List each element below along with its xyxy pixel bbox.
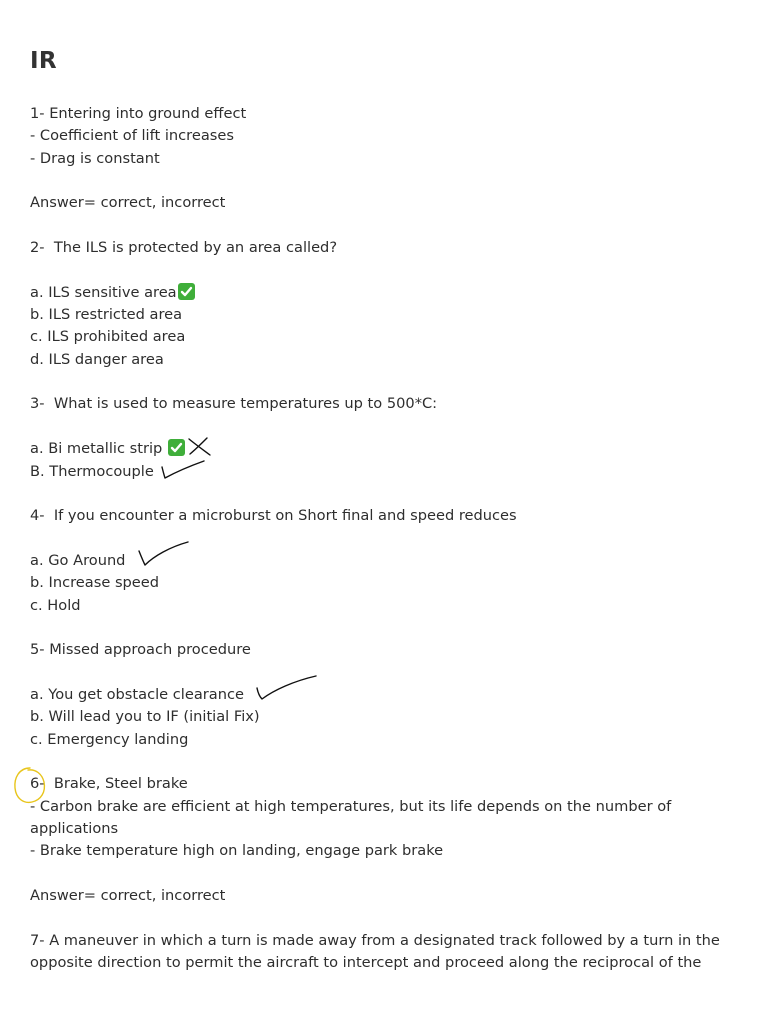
answer-6: Answer= correct, incorrect — [30, 887, 226, 905]
option-2a-text: a. ILS sensitive area — [30, 283, 177, 301]
blank-line — [30, 259, 730, 281]
handwritten-check-icon — [136, 538, 192, 570]
blank-line — [30, 170, 730, 192]
highlight-circle-icon — [10, 764, 50, 808]
option-5a: a. You get obstacle clearance — [30, 685, 244, 703]
statement-1-2: - Drag is constant — [30, 149, 160, 167]
white-heavy-check-mark-icon — [178, 283, 195, 300]
option-2b: b. ILS restricted area — [30, 306, 183, 324]
question-4: 4- If you encounter a microburst on Short final and speed reduces — [30, 507, 517, 525]
blank-line — [30, 416, 730, 438]
option-2c: c. ILS prohibited area — [30, 328, 186, 346]
option-2a — [30, 282, 730, 304]
blank-line — [30, 483, 730, 505]
blank-line — [30, 662, 730, 684]
note-title: IR — [30, 48, 57, 74]
question-1: 1- Entering into ground effect — [30, 105, 247, 122]
blank-line — [30, 863, 730, 885]
option-4a: a. Go Around — [30, 551, 126, 569]
handwritten-cross-icon — [186, 436, 214, 458]
blank-line — [30, 215, 730, 237]
option-3a — [30, 438, 730, 460]
white-heavy-check-mark-icon — [168, 439, 185, 456]
blank-line — [30, 907, 730, 929]
option-3b: B. Thermocouple — [30, 462, 154, 480]
option-5c: c. Emergency landing — [30, 730, 189, 748]
handwritten-check-icon — [160, 458, 208, 482]
question-3: 3- What is used to measure temperatures up to 500*C: — [30, 395, 438, 413]
statement-6-1: - Carbon brake are efficient at high temperatures, but its life depends on the number of applications — [30, 797, 676, 837]
option-2d: d. ILS danger area — [30, 350, 164, 368]
option-5b: b. Will lead you to IF (initial Fix) — [30, 708, 260, 726]
blank-line — [30, 528, 730, 550]
option-4b: b. Increase speed — [30, 574, 160, 592]
question-7: 7- A maneuver in which a turn is made away from a designated track followed by a turn in the opposite direction to permit the aircraft to intercept and proceed along the reciprocal of the — [30, 931, 725, 972]
blank-line — [30, 371, 730, 393]
question-6: 6- Brake, Steel brake — [30, 775, 188, 793]
handwritten-check-icon — [254, 672, 320, 704]
note-body — [30, 103, 730, 974]
blank-line — [30, 751, 730, 773]
answer-1: Answer= correct, incorrect — [30, 194, 226, 212]
question-2: 2- The ILS is protected by an area called? — [30, 239, 338, 257]
question-5: 5- Missed approach procedure — [30, 641, 251, 659]
statement-6-2: - Brake temperature high on landing, engage park brake — [30, 842, 444, 860]
blank-line — [30, 617, 730, 639]
option-4c: c. Hold — [30, 596, 81, 614]
statement-1-1: - Coefficient of lift increases — [30, 127, 234, 145]
option-3a-text: a. Bi metallic strip — [30, 440, 167, 458]
